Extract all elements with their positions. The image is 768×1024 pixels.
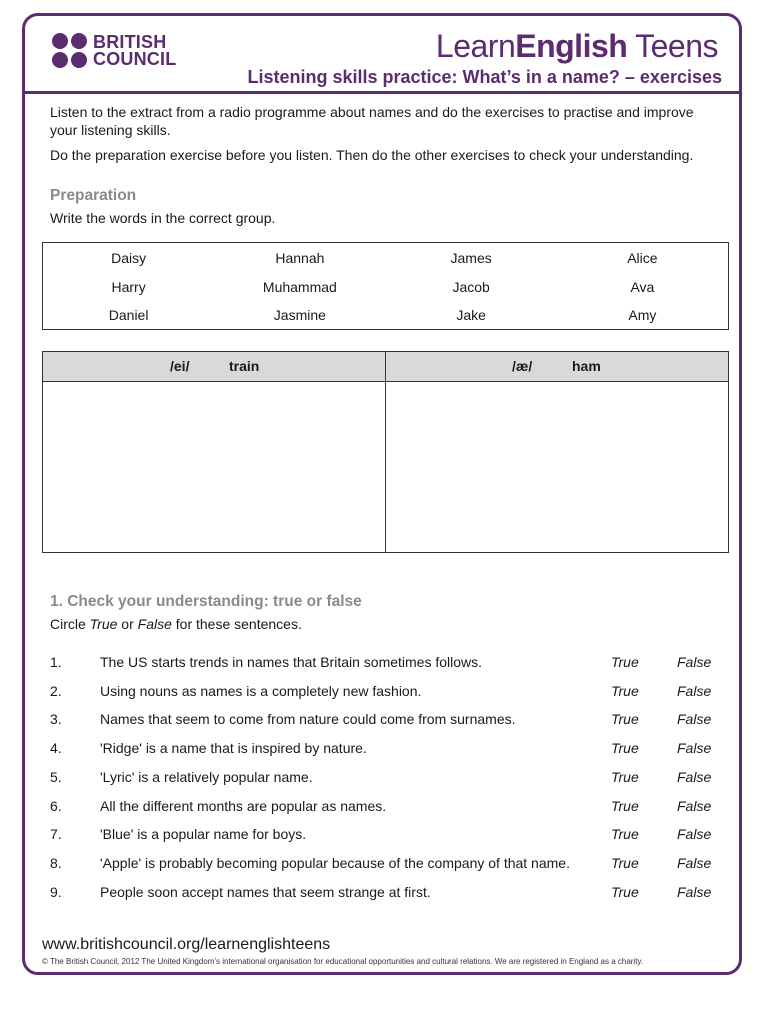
- group-answer-area-ei[interactable]: [43, 382, 385, 552]
- table-row: [50, 740, 730, 760]
- word-item: Ava: [630, 278, 655, 295]
- false-option[interactable]: False: [677, 740, 712, 757]
- question-text: 'Blue' is a popular name for boys.: [100, 826, 307, 843]
- table-row: [50, 826, 730, 846]
- word-item: Amy: [628, 307, 657, 323]
- table-row: [50, 855, 730, 875]
- group-answer-area-ae[interactable]: [386, 382, 728, 552]
- false-option[interactable]: False: [677, 711, 712, 728]
- table-row: [50, 654, 730, 674]
- group-symbol: /ei/: [170, 358, 190, 374]
- false-option[interactable]: False: [677, 797, 712, 814]
- question-number: 9.: [50, 883, 62, 900]
- question-text: The US starts trends in names that Britain sometimes follows.: [100, 654, 483, 670]
- logo-text: BRITISH COUNCIL: [93, 31, 177, 69]
- true-option[interactable]: True: [611, 654, 639, 670]
- worksheet-title: Listening skills practice: What’s in a name? – exercises: [247, 67, 722, 87]
- footer-url[interactable]: www.britishcouncil.org/learnenglishteens: [42, 936, 331, 953]
- preparation-instruction: Write the words in the correct group.: [50, 210, 276, 226]
- false-option[interactable]: False: [677, 682, 712, 699]
- question-number: 5.: [50, 768, 62, 785]
- word-item: Daisy: [111, 250, 147, 266]
- learnenglish-teens-brand: LearnEnglish Teens: [435, 28, 718, 64]
- question-text: 'Ridge' is a name that is inspired by nature.: [100, 740, 367, 757]
- intro-paragraph-2: Do the preparation exercise before you listen. Then do the other exercises to check your understanding.: [50, 147, 694, 163]
- table-row: [50, 798, 730, 818]
- true-option[interactable]: True: [611, 711, 639, 728]
- intro-text: [50, 103, 720, 171]
- true-option[interactable]: True: [611, 682, 639, 699]
- word-item: Hannah: [275, 250, 325, 266]
- false-option[interactable]: False: [677, 654, 712, 670]
- false-option[interactable]: False: [677, 826, 712, 843]
- word-item: Harry: [111, 278, 146, 295]
- question-number: 8.: [50, 854, 62, 871]
- table-row: [50, 683, 730, 703]
- group-header-ae: [386, 352, 728, 382]
- true-option[interactable]: True: [611, 768, 639, 785]
- question-number: 1.: [50, 654, 62, 670]
- true-option[interactable]: True: [611, 854, 639, 871]
- word-item: Jasmine: [273, 307, 326, 323]
- group-column-ae: [385, 352, 728, 552]
- word-item: Jake: [456, 307, 486, 323]
- true-option[interactable]: True: [611, 740, 639, 757]
- question-text: All the different months are popular as names.: [100, 797, 387, 814]
- group-header-ei: [43, 352, 385, 382]
- question-text: People soon accept names that seem strange at first.: [100, 883, 431, 900]
- false-option[interactable]: False: [677, 883, 712, 900]
- preparation-title: Preparation: [50, 187, 137, 204]
- header-divider: [24, 91, 742, 94]
- group-symbol: /æ/: [512, 358, 533, 374]
- question-number: 4.: [50, 740, 62, 757]
- intro-paragraph-1: Listen to the extract from a radio programme about names and do the exercises to practise and improve your listening skills.: [50, 104, 694, 138]
- exercise1-title: 1. Check your understanding: true or false: [50, 593, 362, 610]
- logo-dots-icon: [52, 33, 87, 68]
- question-number: 7.: [50, 826, 62, 843]
- true-option[interactable]: True: [611, 797, 639, 814]
- true-option[interactable]: True: [611, 883, 639, 900]
- table-row: [50, 769, 730, 789]
- word-item: Jacob: [452, 278, 490, 295]
- word-item: Daniel: [108, 307, 149, 323]
- true-option[interactable]: True: [611, 826, 639, 843]
- question-text: Using nouns as names is a completely new fashion.: [100, 682, 422, 699]
- sound-groups-table: [42, 351, 729, 553]
- group-column-ei: [43, 352, 385, 552]
- footer-copyright: © The British Council, 2012 The United Kingdom’s international organisation for educational opportunities and cultural relations. We are registered in England as a charity.: [42, 957, 644, 966]
- word-bank: [42, 242, 729, 330]
- question-number: 2.: [50, 682, 62, 699]
- word-item: Muhammad: [262, 278, 337, 295]
- british-council-logo: [52, 33, 176, 68]
- group-example: ham: [572, 358, 601, 374]
- false-option[interactable]: False: [677, 854, 712, 871]
- false-option[interactable]: False: [677, 768, 712, 785]
- question-text: 'Lyric' is a relatively popular name.: [100, 768, 313, 785]
- table-row: [50, 711, 730, 731]
- word-item: James: [450, 250, 492, 266]
- exercise1-instruction: Circle True or False for these sentences.: [50, 616, 302, 632]
- question-number: 3.: [50, 711, 62, 728]
- question-text: 'Apple' is probably becoming popular because of the company of that name.: [100, 854, 570, 871]
- table-row: [50, 884, 730, 904]
- question-text: Names that seem to come from nature could come from surnames.: [100, 711, 516, 728]
- group-example: train: [229, 358, 260, 374]
- question-number: 6.: [50, 797, 62, 814]
- word-item: Alice: [627, 250, 658, 266]
